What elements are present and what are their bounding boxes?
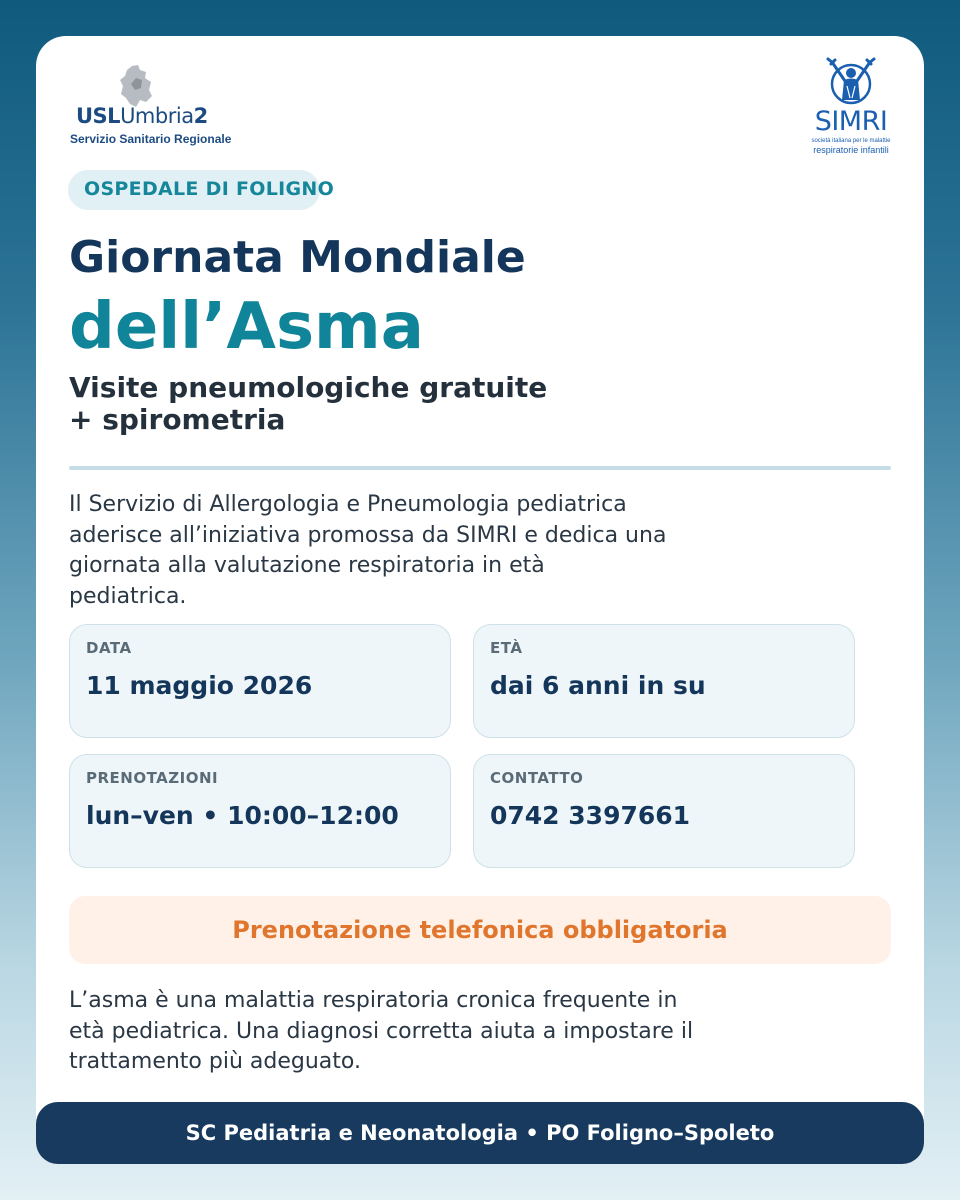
info-card-date [69,624,451,738]
info-card-label: DATA [86,639,132,657]
subtitle-line-1: Visite pneumologiche gratuite [69,371,548,404]
info-card-value: dai 6 anni in su [490,671,706,700]
asthma-note-paragraph: L’asma è una malattia respiratoria cronica frequente in età pediatrica. Una diagnosi corretta aiuta a impostare il trattamento più adeguato. [69,988,694,1074]
info-card-contact [473,754,855,868]
info-card-label: ETÀ [490,639,523,657]
simri-wordmark: SIMRI [814,106,888,137]
title-line-1: Giornata Mondiale [69,232,526,283]
info-card-age [473,624,855,738]
info-card-value: 11 maggio 2026 [86,671,313,700]
booking-required-text: Prenotazione telefonica obbligatoria [232,916,728,944]
info-card-label: PRENOTAZIONI [86,769,219,787]
intro-paragraph: Il Servizio di Allergologia e Pneumologia pediatrica aderisce all’iniziativa promossa da SIMRI e dedica una giornata alla valutazione respiratoria in età pediatrica. [69,492,667,609]
simri-tagline-small: società italiana per le malattie [811,138,891,144]
usl-umbria-logo [68,64,232,148]
child-breathing-icon [822,56,880,112]
simri-tagline: respiratorie infantili [813,145,889,155]
usl-subtitle: Servizio Sanitario Regionale [70,132,232,146]
subtitle-line-2: + spirometria [69,403,286,436]
info-card-value: lun–ven • 10:00–12:00 [86,801,399,830]
footer-bar [36,1102,924,1164]
section-divider [69,466,891,470]
simri-logo [808,56,896,156]
info-card-label: CONTATTO [490,769,584,787]
poster-card [36,36,924,1164]
phone-number: 0742 3397661 [490,801,691,830]
hospital-badge-label: OSPEDALE DI FOLIGNO [84,178,335,200]
info-card-booking [69,754,451,868]
booking-required-banner [69,896,891,964]
title-line-2: dell’Asma [69,290,424,364]
footer-text: SC Pediatria e Neonatologia • PO Foligno–Spoleto [185,1121,775,1145]
usl-wordmark: USLUmbria2 [76,104,208,128]
umbria-map-icon [118,64,154,108]
subtitle [69,372,547,436]
